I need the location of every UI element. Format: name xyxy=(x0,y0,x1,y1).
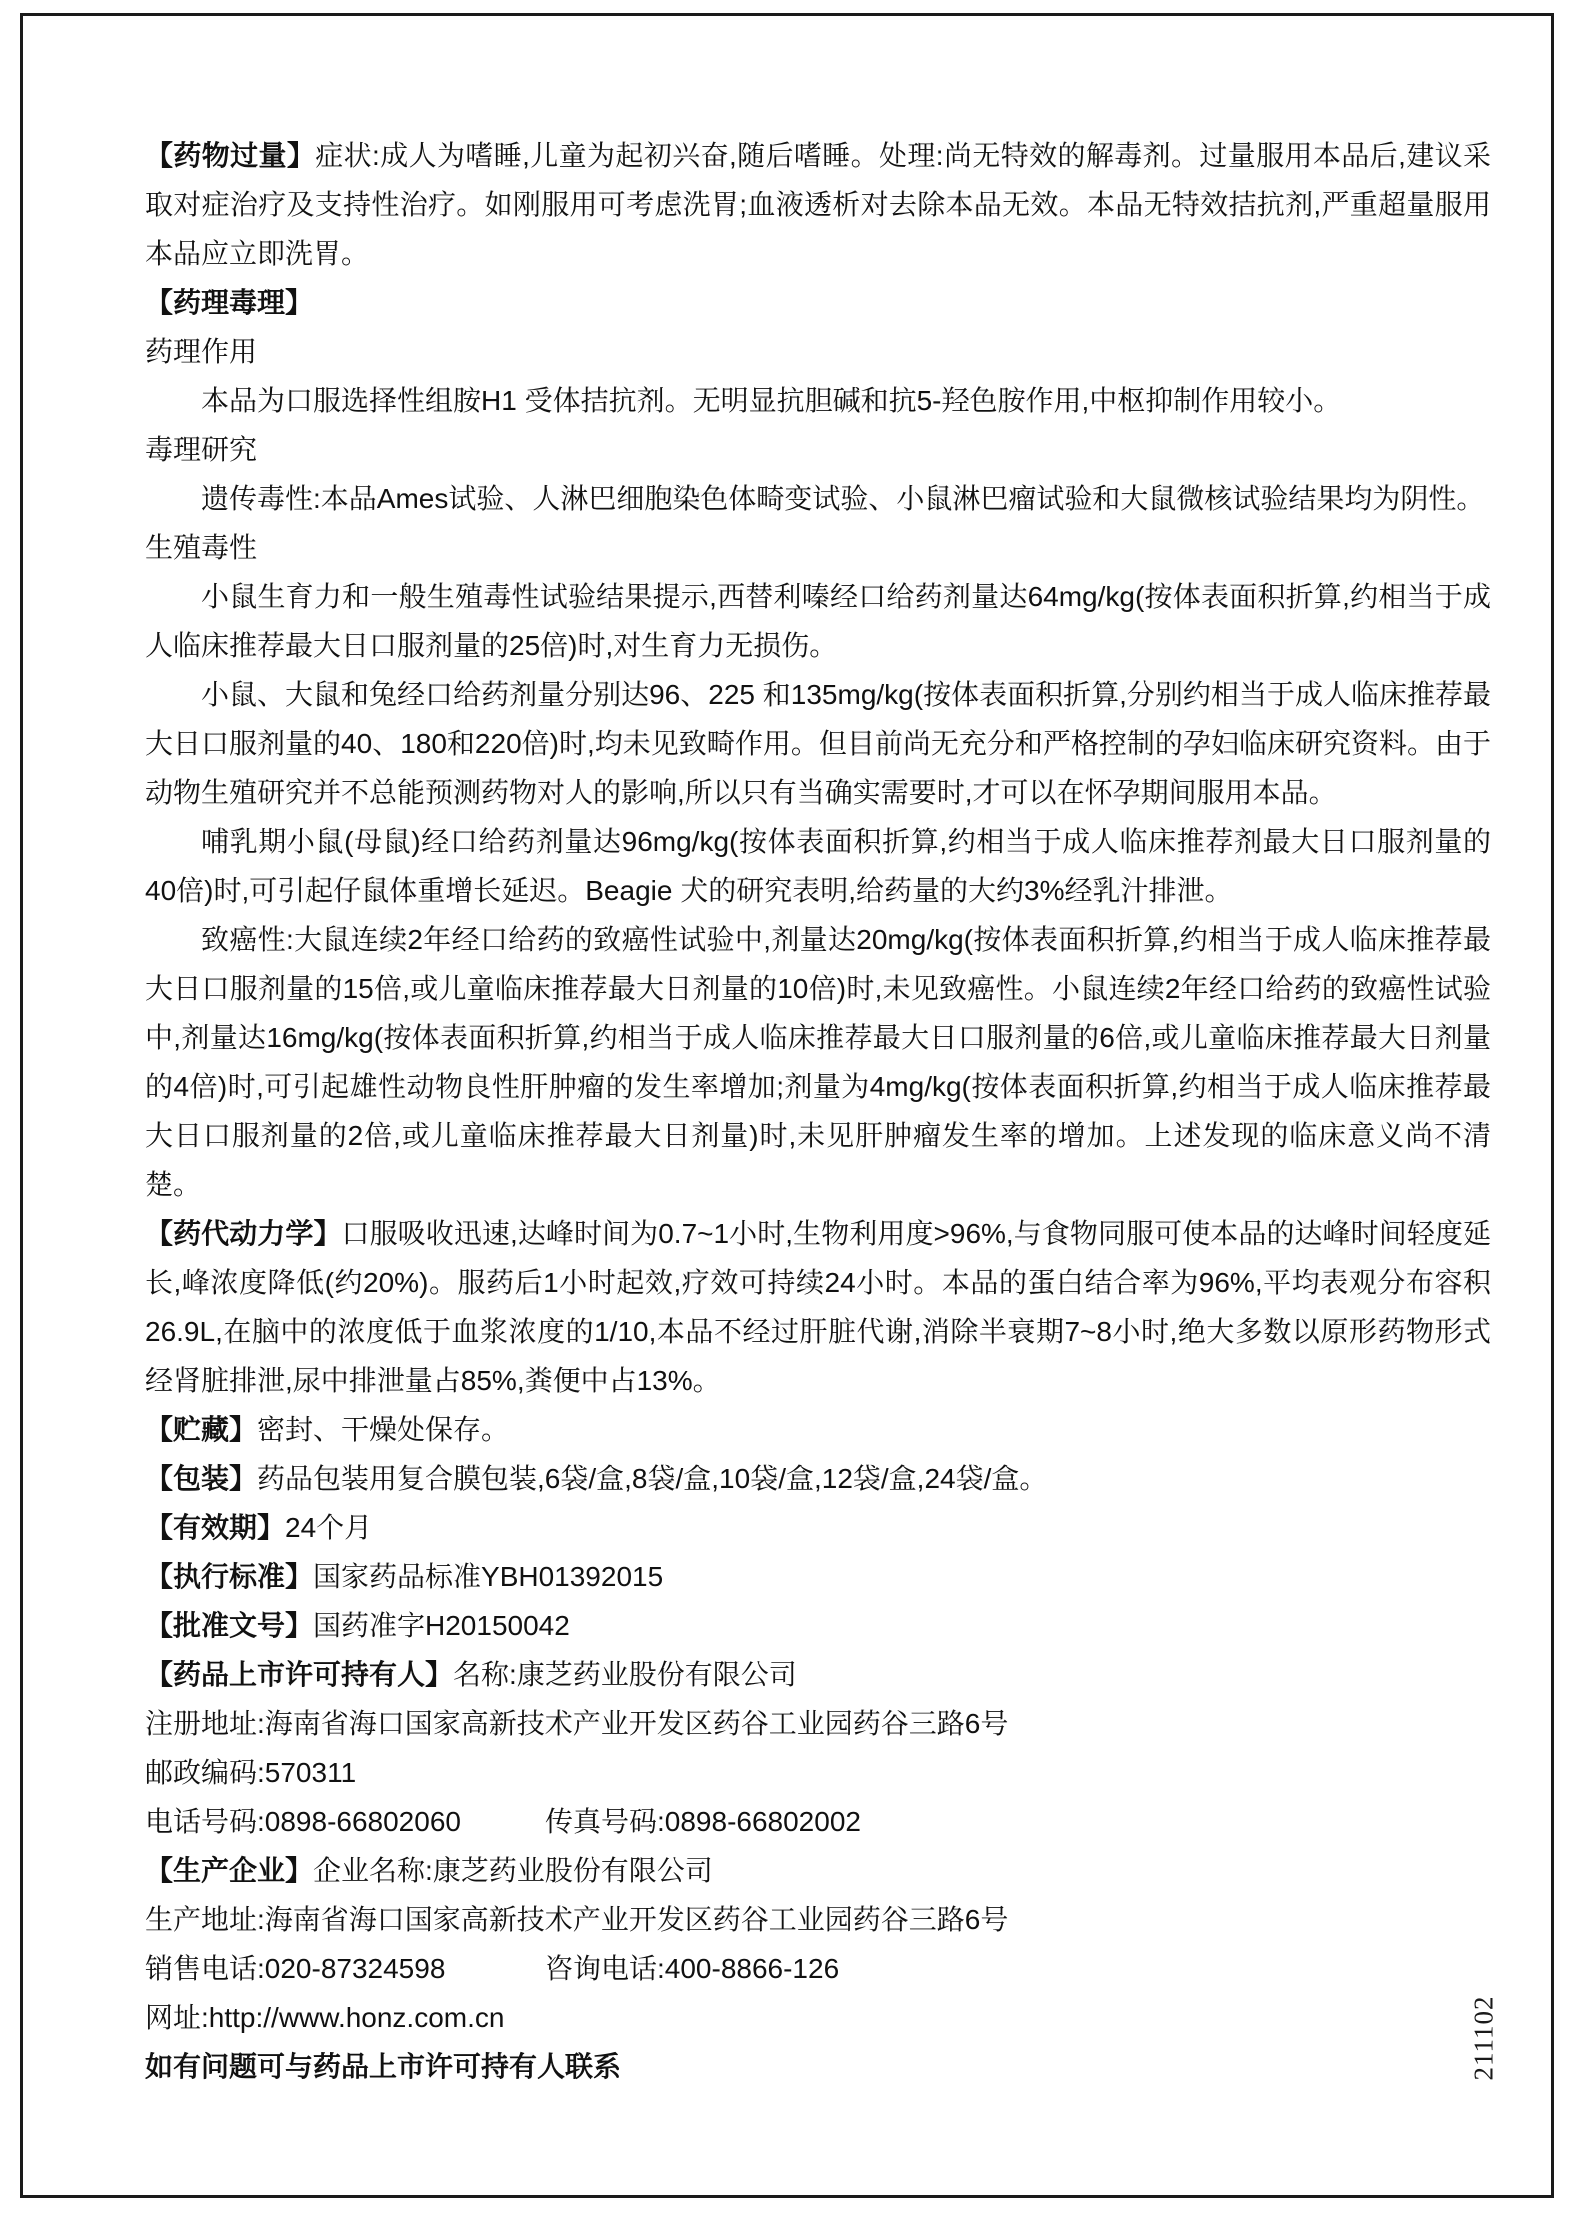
section-label: 【批准文号】 xyxy=(145,1610,314,1641)
consult-phone: 咨询电话:400-8866-126 xyxy=(545,1953,840,1984)
section-text: 症状:成人为嗜睡,儿童为起初兴奋,随后嗜睡。处理:尚无特效的解毒剂。过量服用本品后,建议采取对症治疗及支持性治疗。如刚服用可考虑洗胃;血液透析对去除本品无效。本品无特效拮抗剂,严重超量服用本品应立即洗胃。 xyxy=(145,140,1491,269)
subhead-reproductive-toxicity: 生殖毒性 xyxy=(145,532,258,563)
para-pharmacologic-action-detail: 本品为口服选择性组胺H1 受体拮抗剂。无明显抗胆碱和抗5-羟色胺作用,中枢抑制作用较小。 xyxy=(201,385,1342,416)
section-manufacturer xyxy=(145,1846,1491,1895)
section-label: 【有效期】 xyxy=(145,1512,286,1543)
para-website: 网址:http://www.honz.com.cn xyxy=(145,2002,505,2033)
para-teratogenicity-study: 小鼠、大鼠和兔经口给药剂量分别达96、225 和135mg/kg(按体表面积折算,分别约相当于成人临床推荐最大日口服剂量的40、180和220倍)时,均未见致畸作用。但目前尚无充分和严格控制的孕妇临床研究资料。由于动物生殖研究并不总能预测药物对人的影响,所以只有当确实需要时,才可以在怀孕期间服用本品。 xyxy=(145,679,1491,808)
section-storage xyxy=(145,1405,1491,1454)
section-text: 国家药品标准YBH01392015 xyxy=(313,1561,664,1592)
subhead-toxicology-research: 毒理研究 xyxy=(145,434,258,465)
section-text: 口服吸收迅速,达峰时间为0.7~1小时,生物利用度>96%,与食物同服可使本品的达峰时间轻度延长,峰浓度降低(约20%)。服药后1小时起效,疗效可持续24小时。本品的蛋白结合率为96%,平均表观分布容积26.9L,在脑中的浓度低于血浆浓度的1/10,本品不经过肝脏代谢,消除半衰期7~8小时,绝大多数以原形药物形式经肾脏排泄,尿中排泄量占85%,粪便中占13%。 xyxy=(145,1218,1491,1396)
para-phone-fax xyxy=(145,1797,1491,1846)
phone-number: 电话号码:0898-66802060 xyxy=(145,1806,461,1837)
section-label: 【生产企业】 xyxy=(145,1855,314,1886)
section-label: 【药物过量】 xyxy=(145,140,316,171)
section-text: 药品包装用复合膜包装,6袋/盒,8袋/盒,10袋/盒,12袋/盒,24袋/盒。 xyxy=(257,1463,1048,1494)
section-approval-number xyxy=(145,1601,1491,1650)
para-carcinogenicity-study: 致癌性:大鼠连续2年经口给药的致癌性试验中,剂量达20mg/kg(按体表面积折算,约相当于成人临床推荐最大日口服剂量的15倍,或儿童临床推荐最大日剂量的10倍)时,未见致癌性。小鼠连续2年经口给药的致癌性试验中,剂量达16mg/kg(按体表面积折算,约相当于成人临床推荐最大日口服剂量的6倍,或儿童临床推荐最大日剂量的4倍)时,可引起雄性动物良性肝肿瘤的发生率增加;剂量为4mg/kg(按体表面积折算,约相当于成人临床推荐最大日口服剂量的2倍,或儿童临床推荐最大日剂量)时,未见肝肿瘤发生率的增加。上述发现的临床意义尚不清楚。 xyxy=(145,924,1491,1200)
section-validity-period xyxy=(145,1503,1491,1552)
section-text: 国药准字H20150042 xyxy=(313,1610,570,1641)
para-genetic-toxicity: 遗传毒性:本品Ames试验、人淋巴细胞染色体畸变试验、小鼠淋巴瘤试验和大鼠微核试验结果均为阴性。 xyxy=(201,483,1485,514)
section-marketing-authorization-holder xyxy=(145,1650,1491,1699)
para-sales-consult-phone xyxy=(145,1944,1491,1993)
section-text: 名称:康芝药业股份有限公司 xyxy=(453,1659,797,1690)
sales-phone: 销售电话:020-87324598 xyxy=(145,1953,446,1984)
section-pharmacokinetics xyxy=(145,1209,1491,1405)
section-pharmacology-toxicology xyxy=(145,278,1491,327)
section-label: 【包装】 xyxy=(145,1463,258,1494)
section-text: 24个月 xyxy=(285,1512,373,1543)
section-label: 【药代动力学】 xyxy=(145,1218,342,1249)
section-label: 【药品上市许可持有人】 xyxy=(145,1659,454,1690)
section-text: 密封、干燥处保存。 xyxy=(257,1414,510,1445)
batch-code: 211102 xyxy=(1468,1995,1499,2081)
section-label: 【执行标准】 xyxy=(145,1561,314,1592)
section-label: 【药理毒理】 xyxy=(145,287,314,318)
para-lactation-study: 哺乳期小鼠(母鼠)经口给药剂量达96mg/kg(按体表面积折算,约相当于成人临床推荐剂最大日口服剂量的40倍)时,可引起仔鼠体重增长延迟。Beagie 犬的研究表明,给药量的大约3%经乳汁排泄。 xyxy=(145,826,1491,906)
section-drug-overdose xyxy=(145,131,1491,278)
para-fertility-study: 小鼠生育力和一般生殖毒性试验结果提示,西替利嗪经口给药剂量达64mg/kg(按体表面积折算,约相当于成人临床推荐最大日口服剂量的25倍)时,对生育力无损伤。 xyxy=(145,581,1491,661)
section-label: 【贮藏】 xyxy=(145,1414,258,1445)
subhead-pharmacologic-action: 药理作用 xyxy=(145,336,258,367)
section-packaging xyxy=(145,1454,1491,1503)
para-postal-code: 邮政编码:570311 xyxy=(145,1757,357,1788)
section-executive-standard xyxy=(145,1552,1491,1601)
section-text: 企业名称:康芝药业股份有限公司 xyxy=(313,1855,713,1886)
para-production-address: 生产地址:海南省海口国家高新技术产业开发区药谷工业园药谷三路6号 xyxy=(145,1904,1009,1935)
notice-contact-mah: 如有问题可与药品上市许可持有人联系 xyxy=(145,2051,622,2082)
fax-number: 传真号码:0898-66802002 xyxy=(545,1806,861,1837)
para-registered-address: 注册地址:海南省海口国家高新技术产业开发区药谷工业园药谷三路6号 xyxy=(145,1708,1009,1739)
document-body xyxy=(145,131,1491,2091)
